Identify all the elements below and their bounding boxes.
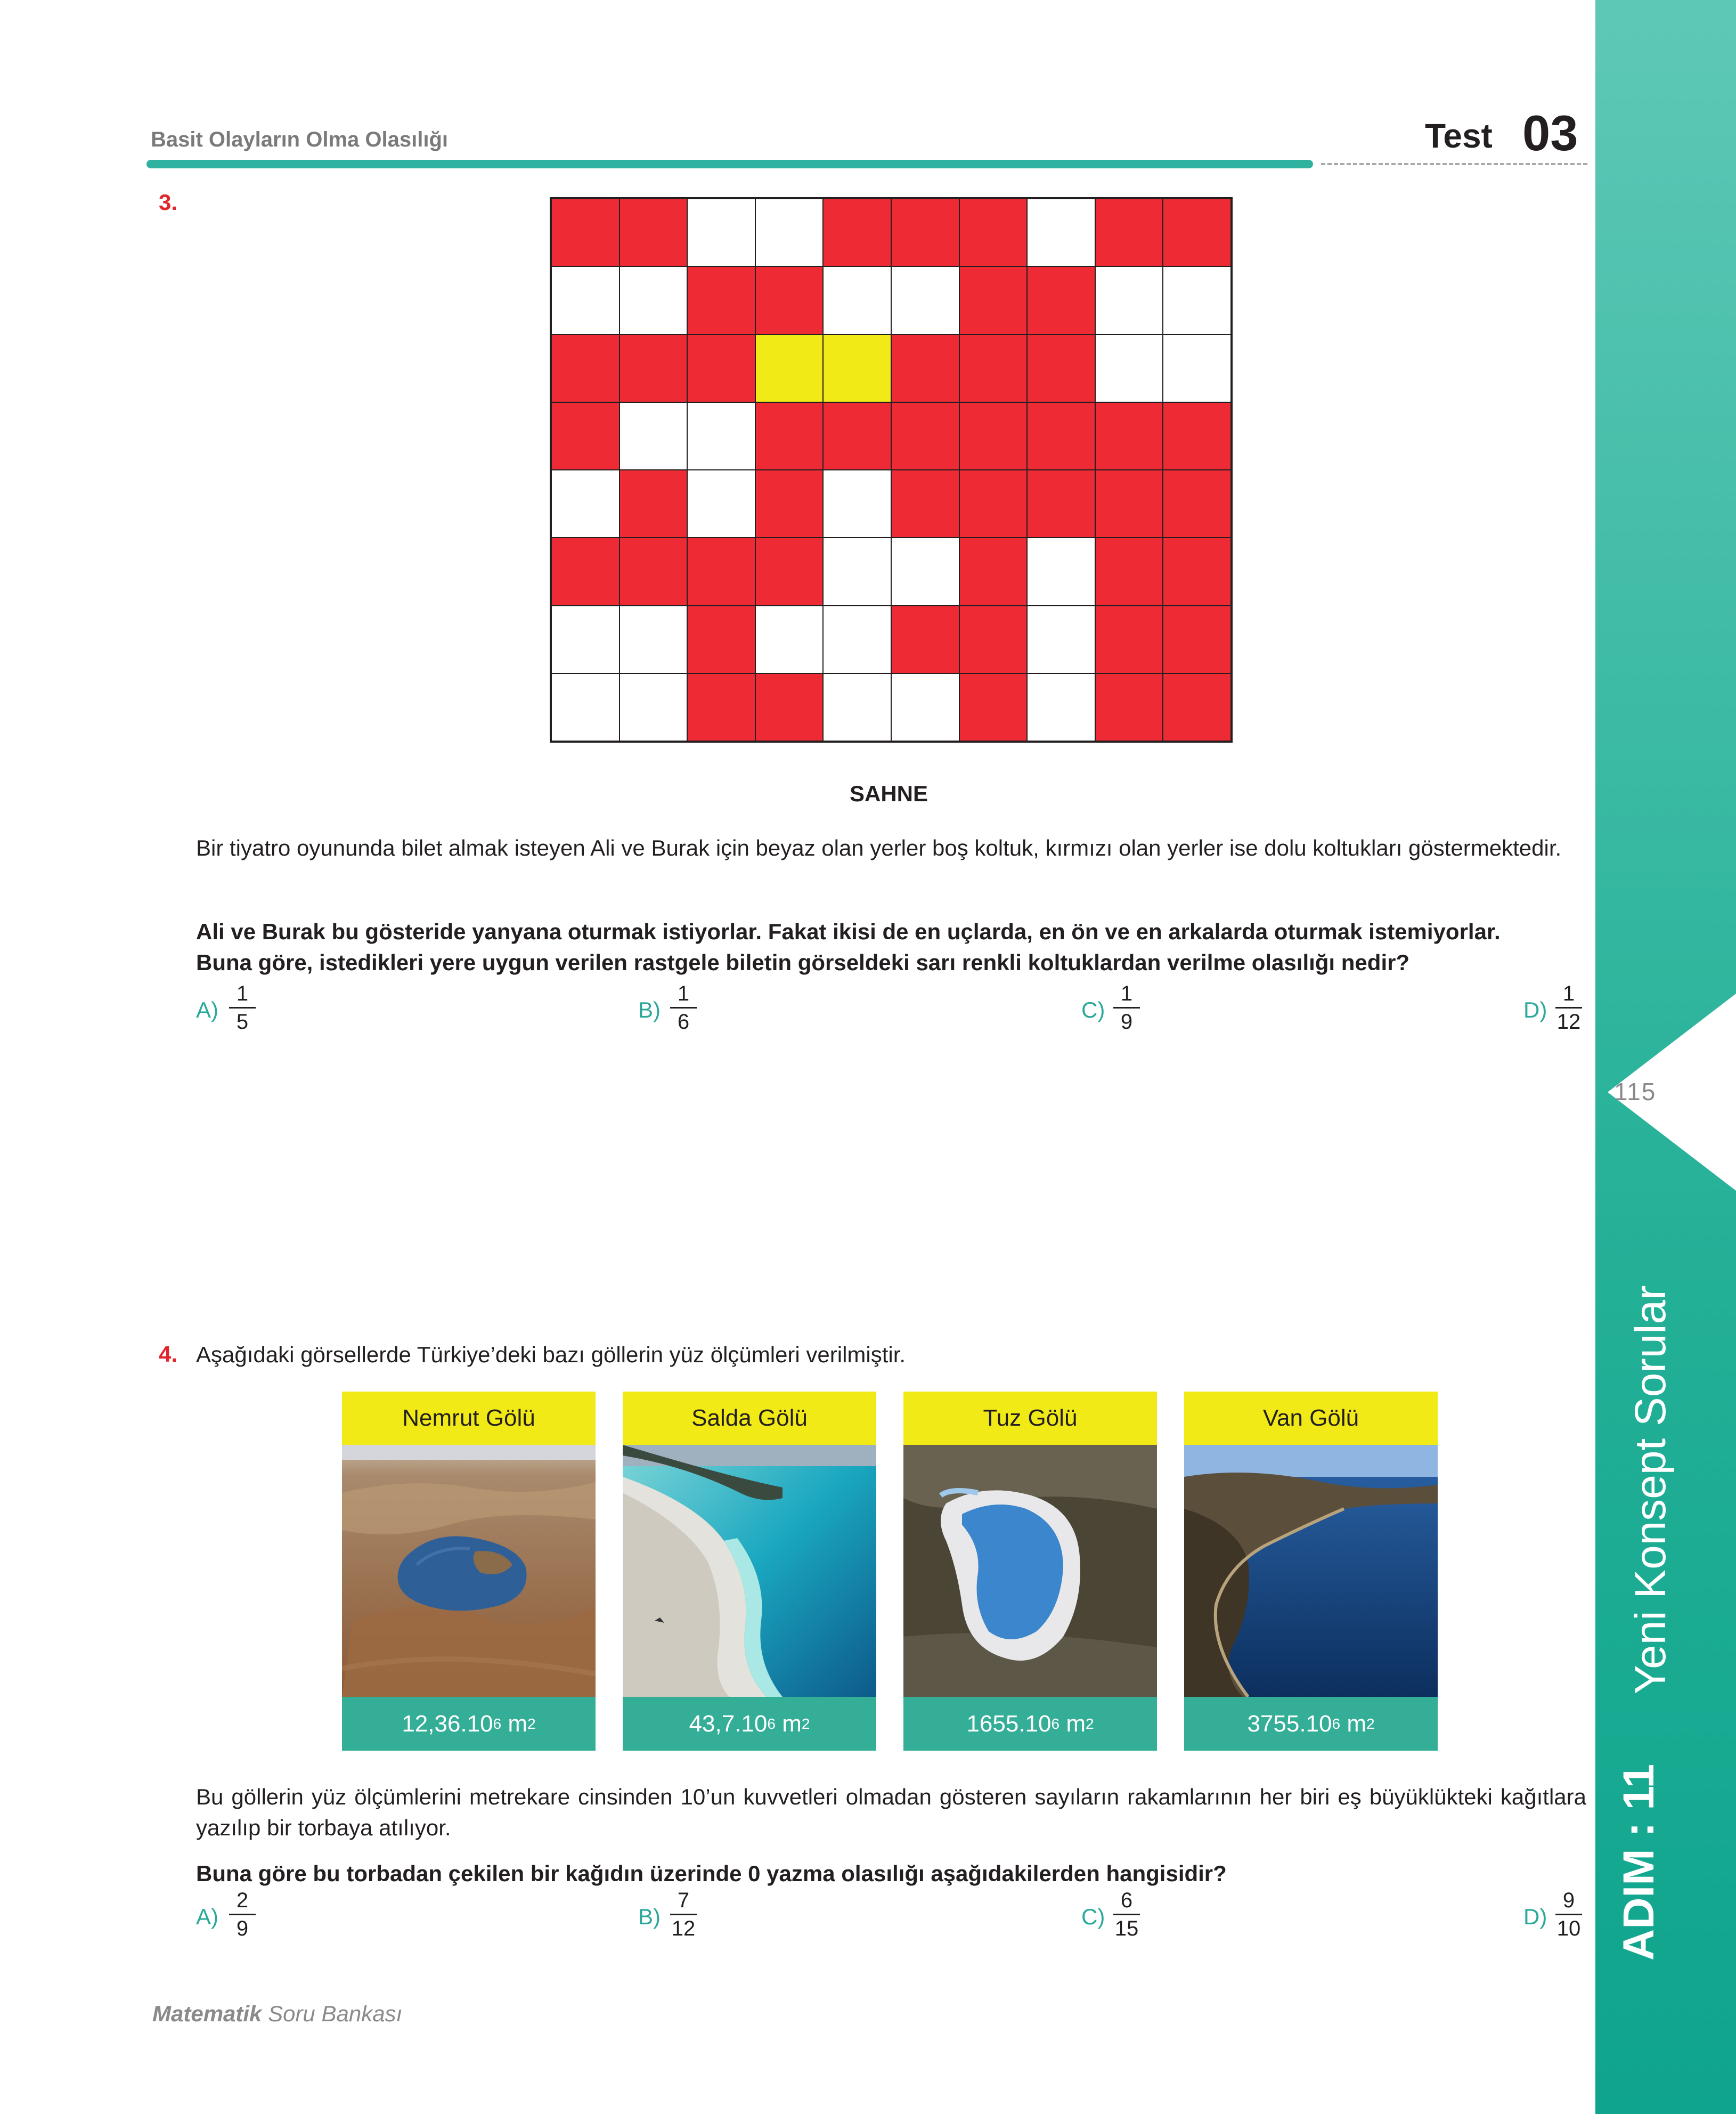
- occupied-seat: [891, 199, 959, 266]
- numerator: 1: [1120, 982, 1133, 1005]
- lake-name: Van Gölü: [1184, 1392, 1438, 1445]
- occupied-seat: [551, 335, 620, 402]
- fraction-bar: [670, 1007, 697, 1009]
- occupied-seat: [620, 199, 688, 266]
- lake-card-tuz: [903, 1392, 1157, 1751]
- header-dashed-rule: [1321, 163, 1587, 165]
- occupied-seat: [823, 402, 891, 470]
- numerator: 6: [1120, 1889, 1133, 1912]
- empty-seat: [823, 673, 891, 741]
- option-fraction: [229, 1888, 256, 1941]
- step-label-text: ADIM : 11: [1615, 1763, 1663, 1961]
- empty-seat: [551, 606, 620, 673]
- occupied-seat: [959, 673, 1028, 741]
- option-letter: B): [638, 1904, 661, 1929]
- occupied-seat: [687, 266, 755, 334]
- question-4-intro: Aşağıdaki görsellerde Türkiye’deki bazı göllerin yüz ölçümleri verilmiştir.: [196, 1342, 906, 1367]
- lake-name: Salda Gölü: [623, 1392, 876, 1445]
- area-exponent: 6: [767, 1715, 776, 1732]
- occupied-seat: [959, 335, 1028, 402]
- lake-photo-van: [1184, 1445, 1438, 1697]
- side-title-text: Yeni Konsept Sorular: [1626, 1285, 1675, 1694]
- occupied-seat: [551, 538, 620, 605]
- option-letter: D): [1523, 997, 1547, 1022]
- occupied-seat: [1163, 402, 1231, 470]
- occupied-seat: [620, 335, 688, 402]
- empty-seat: [620, 266, 688, 334]
- empty-seat: [1095, 335, 1163, 402]
- area-base: 43,7.10: [689, 1710, 768, 1737]
- unit-exponent: 2: [801, 1715, 810, 1732]
- occupied-seat: [823, 199, 891, 266]
- empty-seat: [687, 199, 755, 266]
- empty-seat: [891, 266, 959, 334]
- occupied-seat: [687, 673, 755, 741]
- empty-seat: [823, 606, 891, 673]
- empty-seat: [1027, 606, 1095, 673]
- occupied-seat: [755, 470, 824, 538]
- occupied-seat: [1027, 266, 1095, 334]
- empty-seat: [823, 266, 891, 334]
- empty-seat: [1027, 673, 1095, 741]
- question-3-prompt-line2: Buna göre, istedikleri yere uygun verilen rastgele biletin görseldeki sarı renkli koltuklardan verilme olasılığı nedir?: [196, 950, 1410, 975]
- occupied-seat: [959, 402, 1028, 470]
- numerator: 1: [1562, 982, 1575, 1005]
- occupied-seat: [551, 199, 620, 266]
- occupied-seat: [755, 673, 824, 741]
- footer-book-title: [152, 2001, 402, 2027]
- empty-seat: [1027, 199, 1095, 266]
- numerator: 7: [677, 1889, 690, 1912]
- area-unit: m: [782, 1710, 802, 1737]
- lake-name: Tuz Gölü: [903, 1392, 1157, 1445]
- empty-seat: [823, 470, 891, 538]
- option-fraction: [670, 1888, 697, 1941]
- highlighted-seat: [755, 335, 824, 402]
- option-fraction: [229, 981, 256, 1034]
- fraction-bar: [670, 1914, 697, 1915]
- option-fraction: [1113, 981, 1140, 1034]
- lake-photo-nemrut: [342, 1445, 596, 1697]
- question-3-number: 3.: [159, 190, 178, 215]
- occupied-seat: [1095, 470, 1163, 538]
- empty-seat: [620, 402, 688, 470]
- occupied-seat: [1095, 402, 1163, 470]
- empty-seat: [1095, 266, 1163, 334]
- question-4-prompt: Buna göre bu torbadan çekilen bir kağıdın üzerinde 0 yazma olasılığı aşağıdakilerden hangisidir?: [196, 1861, 1227, 1886]
- lake-area: [903, 1697, 1157, 1751]
- numerator: 1: [677, 982, 690, 1005]
- occupied-seat: [687, 335, 755, 402]
- denominator: 9: [1120, 1010, 1133, 1034]
- empty-seat: [687, 402, 755, 470]
- fraction-bar: [1113, 1914, 1140, 1915]
- numerator: 2: [236, 1889, 249, 1912]
- occupied-seat: [687, 606, 755, 673]
- occupied-seat: [959, 538, 1028, 605]
- lake-name: Nemrut Gölü: [342, 1392, 596, 1445]
- occupied-seat: [620, 538, 688, 605]
- area-exponent: 6: [493, 1715, 502, 1732]
- option-fraction: [1113, 1888, 1140, 1941]
- empty-seat: [755, 199, 824, 266]
- option-letter: A): [196, 1904, 218, 1929]
- occupied-seat: [755, 538, 824, 605]
- denominator: 6: [677, 1010, 690, 1034]
- fraction-bar: [229, 1007, 256, 1009]
- occupied-seat: [1095, 606, 1163, 673]
- fraction-bar: [229, 1914, 256, 1915]
- empty-seat: [620, 673, 688, 741]
- option-letter: B): [638, 997, 661, 1022]
- lake-area: [1184, 1697, 1438, 1751]
- empty-seat: [687, 470, 755, 538]
- area-unit: m: [1347, 1710, 1366, 1737]
- occupied-seat: [1163, 606, 1231, 673]
- fraction-bar: [1555, 1914, 1582, 1915]
- denominator: 15: [1114, 1917, 1139, 1940]
- occupied-seat: [1163, 538, 1231, 605]
- occupied-seat: [1027, 402, 1095, 470]
- test-number: 03: [1522, 105, 1578, 161]
- occupied-seat: [1027, 470, 1095, 538]
- test-label: Test: [1425, 117, 1493, 155]
- page-number: 115: [1614, 1078, 1657, 1105]
- fraction-bar: [1555, 1007, 1582, 1009]
- denominator: 12: [1556, 1010, 1581, 1034]
- area-exponent: 6: [1051, 1715, 1060, 1732]
- option-letter: D): [1523, 1904, 1547, 1929]
- occupied-seat: [1095, 199, 1163, 266]
- occupied-seat: [959, 199, 1028, 266]
- occupied-seat: [891, 470, 959, 538]
- lake-area: [342, 1697, 596, 1751]
- denominator: 12: [671, 1917, 696, 1940]
- lake-photo-salda: [623, 1445, 876, 1697]
- tuz-lake-illustration: [903, 1445, 1157, 1697]
- empty-seat: [891, 538, 959, 605]
- numerator: 1: [236, 982, 249, 1005]
- occupied-seat: [687, 538, 755, 605]
- option-letter: C): [1081, 997, 1105, 1022]
- numerator: 9: [1562, 1889, 1575, 1912]
- question-4-text: Bu göllerin yüz ölçümlerini metrekare cinsinden 10’un kuvvetleri olmadan gösteren sayıların rakamlarının her biri eş büyüklükteki kağıtlara yazılıp bir torbaya atılıyor.: [196, 1784, 1586, 1840]
- question-3-text: Bir tiyatro oyununda bilet almak isteyen Ali ve Burak için beyaz olan yerler boş koltuk, kırmızı olan yerler ise dolu koltukları göstermektedir.: [196, 835, 1562, 860]
- salda-lake-illustration: [623, 1445, 876, 1697]
- occupied-seat: [891, 335, 959, 402]
- denominator: 5: [236, 1010, 249, 1034]
- unit-exponent: 2: [1366, 1715, 1375, 1732]
- occupied-seat: [1027, 335, 1095, 402]
- area-unit: m: [508, 1710, 528, 1737]
- occupied-seat: [959, 470, 1028, 538]
- occupied-seat: [959, 266, 1028, 334]
- option-letter: C): [1081, 1904, 1105, 1929]
- occupied-seat: [620, 470, 688, 538]
- fraction-bar: [1113, 1007, 1140, 1009]
- occupied-seat: [1163, 673, 1231, 741]
- option-fraction: [1555, 1888, 1582, 1941]
- lake-card-nemrut: [342, 1392, 596, 1751]
- occupied-seat: [1163, 470, 1231, 538]
- occupied-seat: [551, 402, 620, 470]
- footer-book: Soru Bankası: [268, 2001, 403, 2026]
- section-title: Basit Olayların Olma Olasılığı: [151, 128, 448, 151]
- footer-subject: Matematik: [152, 2001, 262, 2026]
- empty-seat: [755, 606, 824, 673]
- empty-seat: [1027, 538, 1095, 605]
- denominator: 9: [236, 1917, 249, 1940]
- area-base: 12,36.10: [402, 1710, 493, 1737]
- lake-photo-tuz: [903, 1445, 1157, 1697]
- question-4-number: 4.: [159, 1341, 178, 1367]
- empty-seat: [551, 673, 620, 741]
- empty-seat: [1163, 335, 1231, 402]
- question-3-prompt-line1: Ali ve Burak bu gösteride yanyana oturmak istiyorlar. Fakat ikisi de en uçlarda, en ön ve en arkalarda oturmak istemiyorlar.: [196, 919, 1501, 944]
- empty-seat: [1163, 266, 1231, 334]
- denominator: 10: [1556, 1917, 1581, 1940]
- occupied-seat: [1095, 673, 1163, 741]
- occupied-seat: [1163, 199, 1231, 266]
- lake-card-van: [1184, 1392, 1438, 1751]
- empty-seat: [551, 266, 620, 334]
- empty-seat: [551, 470, 620, 538]
- option-letter: A): [196, 997, 218, 1022]
- seat-grid: [550, 197, 1233, 743]
- occupied-seat: [755, 402, 824, 470]
- stage-label: SAHNE: [850, 781, 928, 806]
- area-unit: m: [1066, 1710, 1086, 1737]
- van-lake-illustration: [1184, 1445, 1438, 1697]
- occupied-seat: [891, 402, 959, 470]
- lake-card-salda: [623, 1392, 876, 1751]
- header-rule: [146, 160, 1313, 168]
- nemrut-lake-illustration: [342, 1445, 596, 1697]
- empty-seat: [823, 538, 891, 605]
- empty-seat: [620, 606, 688, 673]
- option-fraction: [670, 981, 697, 1034]
- occupied-seat: [959, 606, 1028, 673]
- occupied-seat: [891, 606, 959, 673]
- highlighted-seat: [823, 335, 891, 402]
- unit-exponent: 2: [527, 1715, 536, 1732]
- occupied-seat: [1095, 538, 1163, 605]
- empty-seat: [891, 673, 959, 741]
- option-fraction: [1555, 981, 1582, 1034]
- occupied-seat: [755, 266, 824, 334]
- area-exponent: 6: [1332, 1715, 1341, 1732]
- area-base: 1655.10: [966, 1710, 1052, 1737]
- lake-area: [623, 1697, 876, 1751]
- unit-exponent: 2: [1085, 1715, 1094, 1732]
- area-base: 3755.10: [1247, 1710, 1332, 1737]
